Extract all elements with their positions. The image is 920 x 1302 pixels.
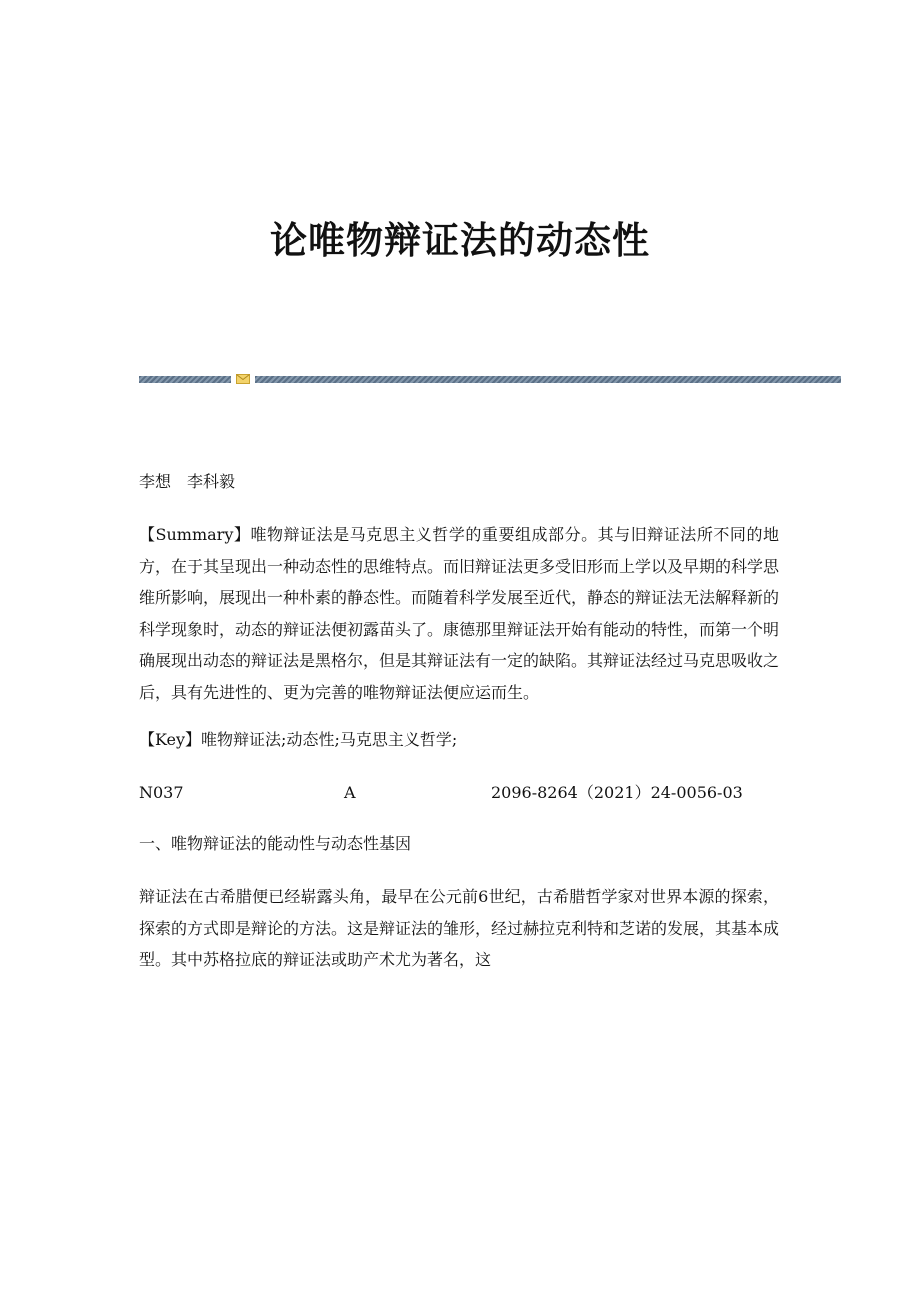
divider-bar-left [139,376,231,383]
clc-number: N037 [139,783,184,802]
title-divider [139,374,841,384]
classification-line [139,777,779,808]
abstract [139,519,779,708]
keywords-label: 【Key】 [139,730,202,749]
paper-title: 论唯物辩证法的动态性 [270,218,650,262]
author-list: 李想 李科毅 [139,472,236,491]
divider-bar-right [255,376,841,383]
section-heading: 一、唯物辩证法的能动性与动态性基因 [139,834,412,853]
keywords [139,724,779,755]
abstract-text: 唯物辩证法是马克思主义哲学的重要组成部分。其与旧辩证法所不同的地方，在于其呈现出一种动态性的思维特点。而旧辩证法更多受旧形而上学以及早期的科学思维所影响，展现出一种朴素的静态性。而随着科学发展至近代，静态的辩证法无法解释新的科学现象时，动态的辩证法便初露苗头了。康德那里辩证法开始有能动的特性，而第一个明确展现出动态的辩证法是黑格尔，但是其辩证法有一定的缺陷。其辩证法经过马克思吸收之后，具有先进性的、更为完善的唯物辩证法便应运而生。 [139,525,780,702]
abstract-label: 【Summary】 [139,525,251,544]
document-code: A [344,783,356,802]
paper-body [139,466,779,976]
keywords-text: 唯物辩证法;动态性;马克思主义哲学; [201,730,458,749]
article-id: 2096-8264（2021）24-0056-03 [491,783,743,802]
envelope-icon [236,374,250,384]
body-paragraph: 辩证法在古希腊便已经崭露头角，最早在公元前6世纪，古希腊哲学家对世界本源的探索，探索的方式即是辩论的方法。这是辩证法的雏形，经过赫拉克利特和芝诺的发展，其基本成型。其中苏格拉底的辩证法或助产术尤为著名，这 [139,887,780,969]
